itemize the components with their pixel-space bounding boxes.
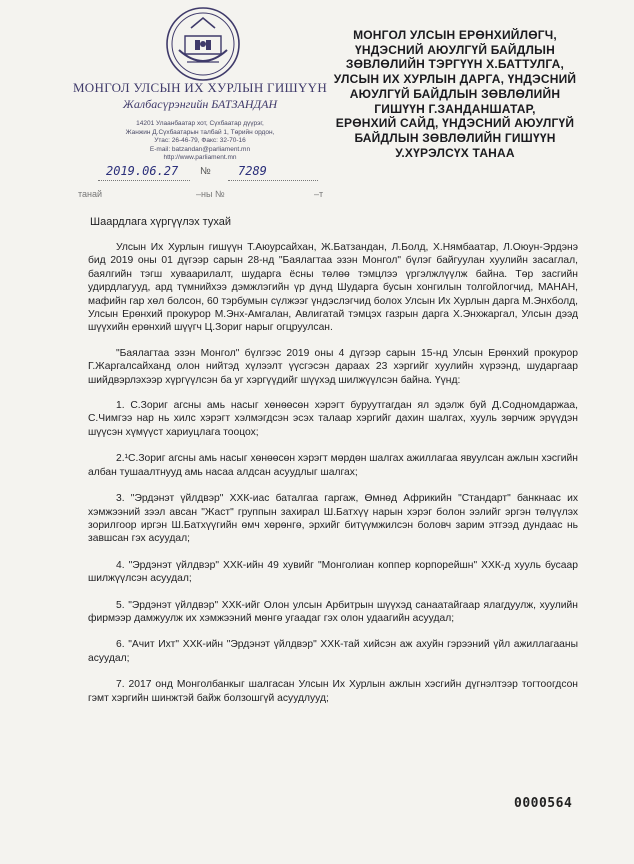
reference-date: 2019.06.27 <box>106 164 179 178</box>
list-item: 4. "Эрдэнэт үйлдвэр" ХХК-ийн 49 хувийг "Монголиан коппер корпорейшн" ХХК-д хууль бусаар шилжүүлсэн асуудал; <box>88 559 578 585</box>
list-item: 6. "Ачит Ихт" ХХК-ийн "Эрдэнэт үйлдвэр" ХХК-тай хийсэн аж ахуйн гэрээний үйл ажиллагааны асуудал; <box>88 639 578 664</box>
reply-reference-left: танай <box>78 189 103 199</box>
reply-reference-row <box>78 189 328 203</box>
list-item: 1. С.Зориг агсны амь насыг хөнөөсөн хэрэгт буруутгагдан ял эдэлж буй Д.Содномдаржаа, С.Чимгээ нар нь хилс хэрэгт хэлмэгдсэн эсэх талаар хэргийг дахин шалгах, хууль зөрчиж эрүүдэн шүүсэн хүмүүст хариуцлага тооцох; <box>88 400 578 438</box>
list-item: 2.¹С.Зориг агсны амь насыг хөнөөсөн хэрэгт мөрдөн шалгах ажиллагаа явуулсан ажлын хэсгийн албан тушаалтнууд амь насаа алдсан асуудлыг шалгах; <box>88 453 578 478</box>
contact-line: http://www.parliament.mn <box>163 154 237 161</box>
addressee-line: ҮНДЭСНИЙ АЮУЛГҮЙ БАЙДЛЫН <box>355 42 555 57</box>
letterhead <box>70 80 330 163</box>
reference-number: 7289 <box>238 164 267 178</box>
list-item: 3. "Эрдэнэт үйлдвэр" ХХК-иас баталгаа гаргаж, Өмнөд Африкийн "Стандарт" банкнаас их хэмжээний зээл авсан "Жаст" группын захирал Ш.Батхүү нарын хэрэг болон ээлийг эргэн төлүүлэх зорилгоор иргэн Ш.Батхүүгийн өмч хөрөнгө, эрхийг битүүмжилсэн боловч зарим этгээд дундаас нь завшсан гэх асуудал; <box>88 493 578 545</box>
page-stamp-number: 0000564 <box>514 796 573 811</box>
contact-line: Утас: 26-46-79, Факс: 32-70-16 <box>154 137 246 144</box>
addressee-line: ЕРӨНХИЙ САЙД, ҮНДЭСНИЙ АЮУЛГҮЙ <box>335 116 575 131</box>
letterhead-contact <box>70 120 330 163</box>
reference-number-label: № <box>200 166 211 177</box>
list-item: 5. "Эрдэнэт үйлдвэр" ХХК-ийг Олон улсын Арбитрын шүүхэд санаатайгаар ялагдуулж, хуулийн фирмээр дамжуулж их хэмжээний мөнгө угаадаг гэх олон удаагийн асуудал; <box>88 599 578 624</box>
letter-body <box>88 241 578 718</box>
letter-subject: Шаардлага хүргүүлэх тухай <box>90 216 231 228</box>
state-emblem-icon <box>165 6 241 82</box>
addressee-line: МОНГОЛ УЛСЫН ЕРӨНХИЙЛӨГЧ, <box>353 28 557 42</box>
addressee-line: УЛСЫН ИХ ХУРЛЫН ДАРГА, ҮНДЭСНИЙ <box>333 72 577 87</box>
addressee-block <box>330 28 580 160</box>
contact-line: 14201 Улаанбаатар хот, Сүхбаатар дүүрэг, <box>136 120 264 127</box>
reply-reference-right: –т <box>314 189 324 199</box>
number-underline <box>228 180 318 181</box>
reply-reference-mid: –ны № <box>196 189 225 199</box>
addressee-line: БАЙДЛЫН ЗӨВЛӨЛИЙН ГИШҮҮН <box>354 130 556 145</box>
contact-line: E-mail: batzandan@parliament.mn <box>149 145 251 153</box>
body-paragraph: "Баялагтаа эзэн Монгол" бүлгээс 2019 оны 4 дүгээр сарын 15-нд Улсын Ерөнхий прокурор Г.Жаргалсайханд олон нийтэд хүлээлт үүсгэсэн дараах 23 хэргийг хуулийн хүрээнд, шударгаар шийдвэрлэхээр хүргүүлсэн ба уг хэргүүдийг шүүхэд шилжүүлсэн байна. Үүнд: <box>88 347 578 386</box>
letterhead-organization: МОНГОЛ УЛСЫН ИХ ХУРЛЫН ГИШҮҮН <box>72 80 328 95</box>
list-item: 7. 2017 онд Монголбанкыг шалгасан Улсын Их Хурлын ажлын хэсгийн дүгнэлтээр тогтоогдсон гэмт хэргийн шинжтэй байж болзошгүй асуудлууд; <box>88 679 578 704</box>
addressee-line: АЮУЛГҮЙ БАЙДЛЫН ЗӨВЛӨЛИЙН <box>349 86 561 101</box>
addressee-line: ГИШҮҮН Г.ЗАНДАНШАТАР, <box>374 101 536 116</box>
date-underline <box>98 180 190 181</box>
contact-line: Жанжин Д.Сүхбаатарын талбай 1, Төрийн ордон, <box>125 128 275 136</box>
addressee-line: ЗӨВЛӨЛИЙН ТЭРГҮҮН Х.БАТТУЛГА, <box>345 57 565 72</box>
body-paragraph: Улсын Их Хурлын гишүүн Т.Аюурсайхан, Ж.Батзандан, Л.Болд, Х.Нямбаатар, Л.Оюун-Эрдэнэ бид 2019 оны 01 дүгээр сарын 28-нд "Баялагтаа эзэн Монгол" бүлэг байгуулан хуулийн засаглал, баялгийн тэгш хуваарилалт, шударга ёсны төлөө тэмцлээ үргэлжлүүлж байна. Төр засгийн удирдлагууд, ард түмнийхээ дэмжлэгийн үр дүнд Шударга бусын хонгилын толгойлогчид, МАНАН, мафийн гар хөл болсон, 60 тэрбумын сүлжээг үндэслэгчид болох Улсын Их Хурлын дарга М.Энхболд, Улсын Ерөнхий прокурор М.Энх-Амгалан, Авлигатай тэмцэх газрын дарга Х.Энхжаргал, Улсын дээд шүүхийн ерөнхий шүүгч Ц.Зориг нарыг огцруулсан. <box>88 242 578 334</box>
addressee-line: У.ХҮРЭЛСҮХ ТАНАА <box>395 145 515 160</box>
letterhead-member-name: Жалбасүрэнгийн БАТЗАНДАН <box>122 97 278 111</box>
reference-date-number <box>78 166 328 184</box>
